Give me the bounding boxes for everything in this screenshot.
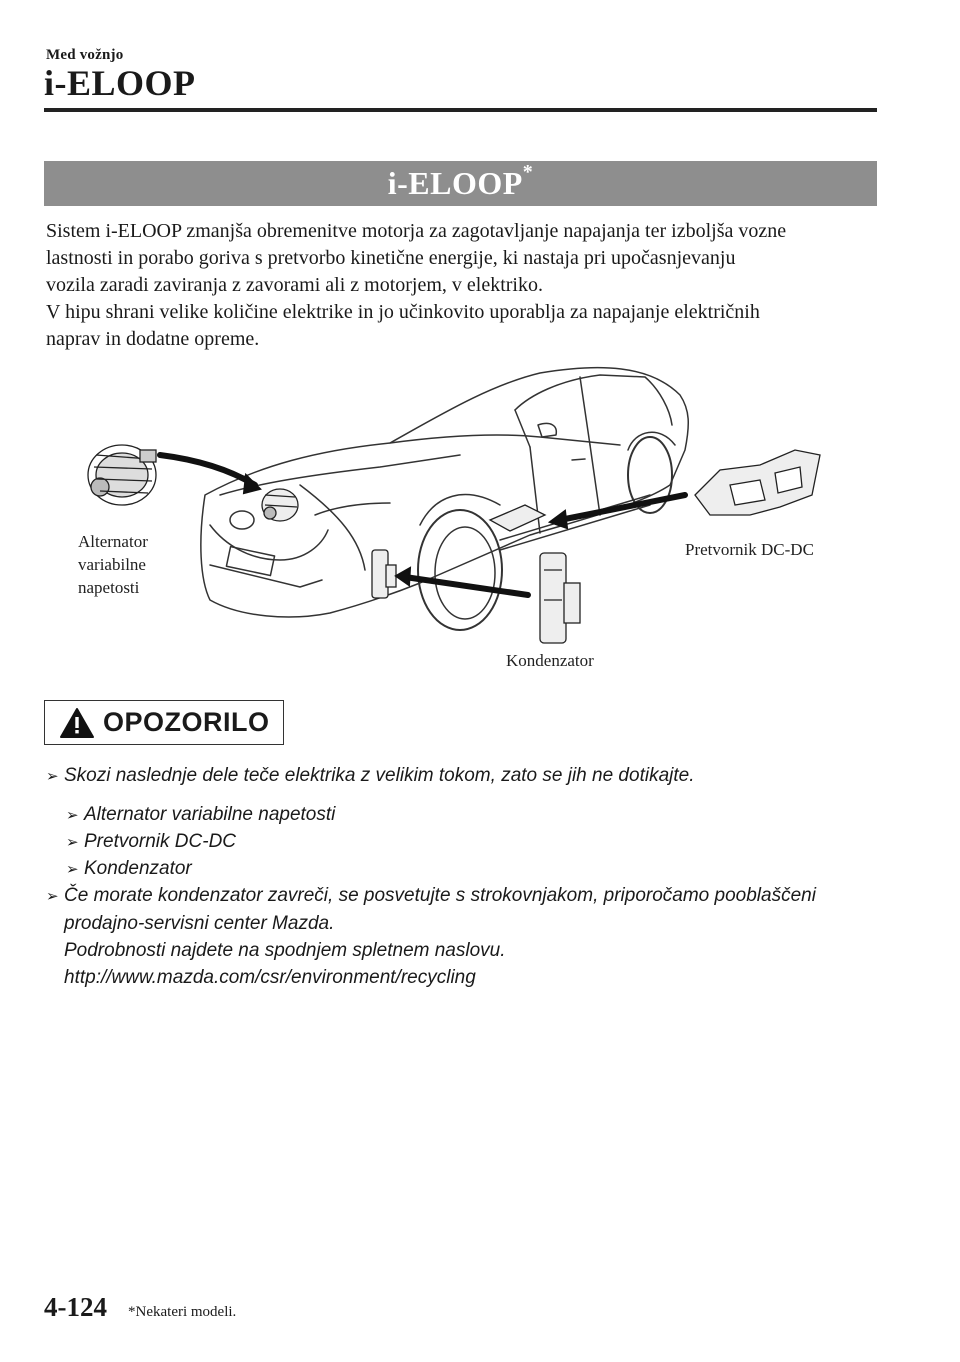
topic-title: i-ELOOP* (387, 161, 534, 201)
alternator-icon (88, 445, 156, 505)
warning-subitem: ➢ Alternator variabilne napetosti (66, 801, 335, 829)
warning-box (44, 700, 284, 745)
warning-item: ➢ Skozi naslednje dele teče elektrika z velikim tokom, zato se jih ne dotikajte. (46, 762, 694, 790)
arrow-bullet-icon: ➢ (46, 888, 59, 905)
arrow-bullet-icon: ➢ (66, 807, 79, 824)
converter-label: Pretvornik DC-DC (685, 540, 814, 559)
footnote: *Nekateri modeli. (128, 1304, 237, 1320)
section-big-title: i-ELOOP (44, 63, 196, 103)
intro-line: vozila zaradi zaviranja z zavorami ali z motorjem, v elektriko. (46, 274, 543, 296)
capacitor-label: Kondenzator (506, 651, 594, 670)
warning-label: OPOZORILO (103, 707, 270, 737)
intro-line: V hipu shrani velike količine elektrike in jo učinkovito uporablja za napajanje električnih (46, 301, 760, 323)
header-rule (44, 108, 877, 112)
arrow-bullet-icon: ➢ (66, 861, 79, 878)
intro-text (46, 218, 886, 353)
section-small-title: Med vožnjo (46, 47, 124, 63)
intro-line: lastnosti in porabo goriva s pretvorbo kinetične energije, ki nastaja pri upočasnjevanju (46, 247, 736, 269)
arrow-bullet-icon: ➢ (46, 768, 59, 785)
recycling-url: http://www.mazda.com/csr/environment/recycling (64, 967, 476, 988)
car-illustration (60, 355, 860, 675)
warning-item: ➢ Če morate kondenzator zavreči, se posvetujte s strokovnjakom, priporočamo pooblaščeni prodajno-servisni center Mazda. Podrobnosti najdete na spodnjem spletnem naslovu. http://www.mazda.com/csr/environment/recycling (46, 882, 906, 991)
dcdc-converter-icon (695, 450, 820, 515)
capacitor-icon (540, 553, 580, 643)
intro-line: Sistem i-ELOOP zmanjša obremenitve motorja za zagotavljanje napajanja ter izboljša vozne (46, 220, 787, 242)
warning-triangle-icon (59, 707, 95, 739)
page-number: 4-124 (44, 1292, 107, 1322)
intro-line: naprav in dodatne opreme. (46, 328, 260, 350)
eloop-figure (60, 355, 860, 675)
topic-title-bar (44, 161, 877, 206)
arrow-bullet-icon: ➢ (66, 834, 79, 851)
warning-subitem: ➢ Kondenzator (66, 855, 192, 883)
alternator-label: Alternator variabilne napetosti (78, 532, 148, 597)
warning-subitem: ➢ Pretvornik DC-DC (66, 828, 236, 856)
asterisk-mark: * (522, 161, 534, 184)
